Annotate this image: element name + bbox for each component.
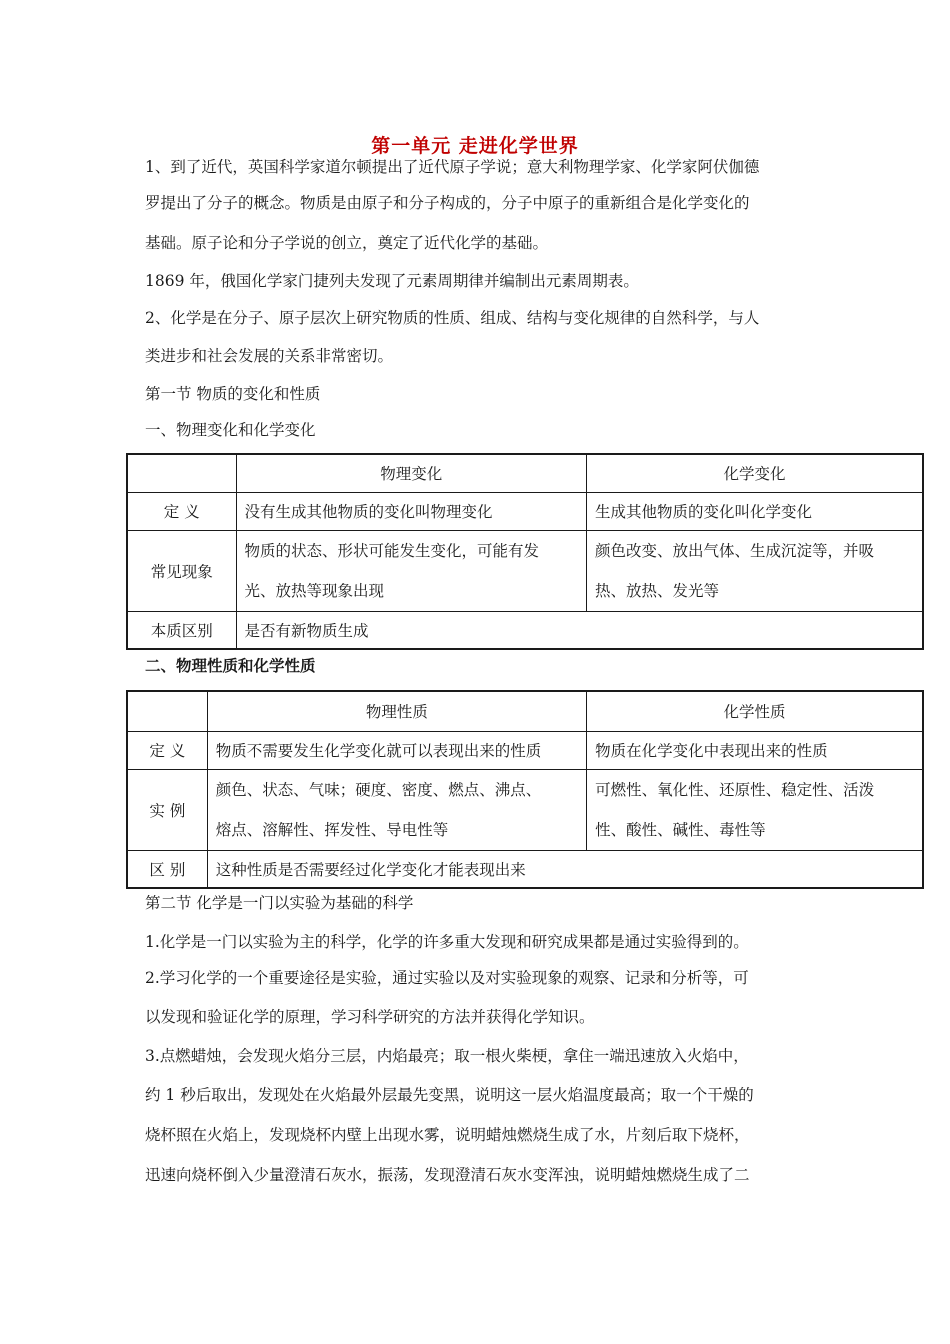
section2-p3-line2: 约 1 秒后取出，发现处在火焰最外层最先变黑，说明这一层火焰温度最高；取一个干燥的 — [145, 1086, 754, 1104]
section2-p2-line1: 2.学习化学的一个重要途径是实验，通过实验以及对实验现象的观察、记录和分析等，可 — [145, 969, 749, 987]
table2-corner — [127, 691, 207, 731]
table2-difference-value: 这种性质是否需要经过化学变化才能表现出来 — [207, 850, 923, 888]
table2-row-example-label: 实 例 — [127, 769, 207, 850]
intro-p2-line1: 2、化学是在分子、原子层次上研究物质的性质、组成、结构与变化规律的自然科学，与人 — [145, 309, 760, 327]
table1-definition-physical: 没有生成其他物质的变化叫物理变化 — [236, 492, 586, 530]
section2-p3-line1: 3.点燃蜡烛，会发现火焰分三层，内焰最亮；取一根火柴梗，拿住一端迅速放入火焰中， — [145, 1047, 749, 1065]
table2-example-chemical — [587, 769, 923, 850]
table1-phenomena-chemical — [587, 530, 924, 611]
table2-example-physical — [207, 769, 586, 850]
table1-essence-value: 是否有新物质生成 — [236, 611, 923, 649]
section2-heading: 第二节 化学是一门以实验为基础的科学 — [145, 894, 414, 912]
table2-definition-chemical: 物质在化学变化中表现出来的性质 — [587, 731, 923, 769]
intro-p1-line2: 罗提出了分子的概念。物质是由原子和分子构成的，分子中原子的重新组合是化学变化的 — [145, 194, 750, 212]
intro-p1-line1: 1、到了近代，英国科学家道尔顿提出了近代原子学说；意大利物理学家、化学家阿伏伽德 — [145, 158, 760, 176]
section1-sub2: 二、物理性质和化学性质 — [145, 657, 316, 675]
intro-p1-line3: 基础。原子论和分子学说的创立，奠定了近代化学的基础。 — [145, 234, 549, 252]
section1-sub1: 一、物理变化和化学变化 — [145, 421, 316, 439]
table2-example-chemical-line2: 性、酸性、碱性、毒性等 — [595, 820, 766, 839]
table1-phenomena-physical — [236, 530, 586, 611]
table1-row-definition-label: 定 义 — [127, 492, 236, 530]
table2-col-physical: 物理性质 — [207, 691, 586, 731]
table-physical-chemical-change — [126, 453, 924, 650]
section2-p3-line3: 烧杯照在火焰上，发现烧杯内壁上出现水雾，说明蜡烛燃烧生成了水，片刻后取下烧杯， — [145, 1126, 750, 1144]
table2-definition-physical: 物质不需要发生化学变化就可以表现出来的性质 — [207, 731, 586, 769]
table1-col-physical: 物理变化 — [236, 454, 586, 492]
table1-phenomena-physical-line2: 光、放热等现象出现 — [244, 581, 385, 600]
intro-p1-line4: 1869 年，俄国化学家门捷列夫发现了元素周期律并编制出元素周期表。 — [145, 272, 639, 290]
table1-row-phenomena-label: 常见现象 — [127, 530, 236, 611]
table2-example-physical-line1: 颜色、状态、气味；硬度、密度、燃点、沸点、 — [215, 780, 542, 799]
table2-col-chemical: 化学性质 — [587, 691, 923, 731]
table2-row-definition-label: 定 义 — [127, 731, 207, 769]
table1-phenomena-chemical-line1: 颜色改变、放出气体、生成沉淀等，并吸 — [595, 541, 875, 560]
table-physical-chemical-property — [126, 690, 924, 889]
unit-title: 第一单元 走进化学世界 — [371, 135, 579, 157]
table2-row-difference-label: 区 别 — [127, 850, 207, 888]
table2-example-chemical-line1: 可燃性、氧化性、还原性、稳定性、活泼 — [595, 780, 875, 799]
section2-p3-line4: 迅速向烧杯倒入少量澄清石灰水，振荡，发现澄清石灰水变浑浊，说明蜡烛燃烧生成了二 — [145, 1166, 750, 1184]
table1-definition-chemical: 生成其他物质的变化叫化学变化 — [587, 492, 924, 530]
table1-phenomena-physical-line1: 物质的状态、形状可能发生变化，可能有发 — [244, 541, 540, 560]
table1-row-essence-label: 本质区别 — [127, 611, 236, 649]
section1-heading: 第一节 物质的变化和性质 — [145, 385, 321, 403]
section2-p2-line2: 以发现和验证化学的原理，学习科学研究的方法并获得化学知识。 — [145, 1008, 595, 1026]
section2-p1: 1.化学是一门以实验为主的科学，化学的许多重大发现和研究成果都是通过实验得到的。 — [145, 933, 749, 951]
table1-phenomena-chemical-line2: 热、放热、发光等 — [595, 581, 720, 600]
table1-corner — [127, 454, 236, 492]
table1-col-chemical: 化学变化 — [587, 454, 924, 492]
table2-example-physical-line2: 熔点、溶解性、挥发性、导电性等 — [215, 820, 449, 839]
intro-p2-line2: 类进步和社会发展的关系非常密切。 — [145, 347, 394, 365]
